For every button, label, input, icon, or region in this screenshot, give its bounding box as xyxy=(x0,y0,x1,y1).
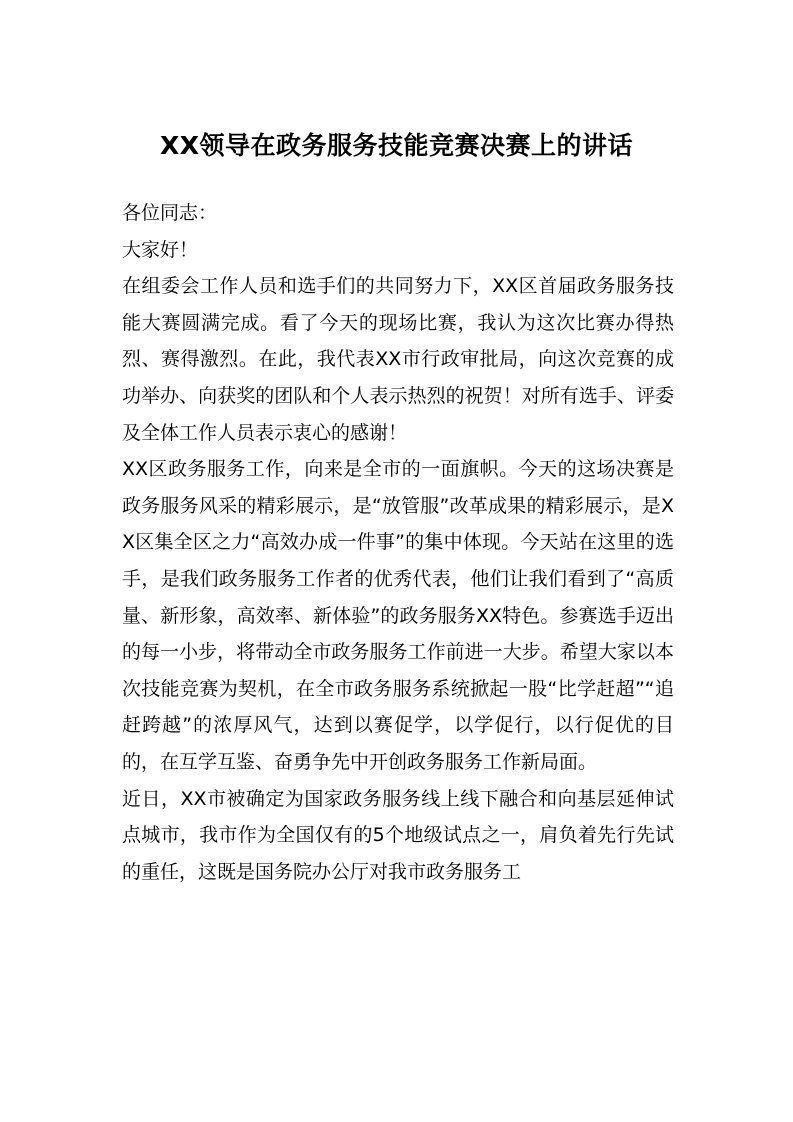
document-title: XX领导在政务服务技能竞赛决赛上的讲话 xyxy=(159,131,634,160)
paragraph-3: 近日，XX市被确定为国家政务服务线上线下融合和向基层延伸试点城市，我市作为全国仅有的5个地级试点之一，肩负着先行先试的重任，这既是国务院办公厅对我市政务服务工 xyxy=(122,787,674,883)
salutation: 各位同志： xyxy=(122,202,218,224)
paragraph-1: 在组委会工作人员和选手们的共同努力下，XX区首届政务服务技能大赛圆满完成。看了今天的现场比赛，我认为这次比赛办得热烈、赛得激烈。在此，我代表XX市行政审批局，向这次竞赛的成功举办、向获奖的团队和个人表示热烈的祝贺！对所有选手、评委及全体工作人员表示衷心的感谢！ xyxy=(122,275,674,444)
greeting: 大家好！ xyxy=(122,238,199,261)
paragraph-2: XX区政务服务工作，向来是全市的一面旗帜。今天的这场决赛是政务服务风采的精彩展示，是“放管服”改革成果的精彩展示，是XX区集全区之力“高效办成一件事”的集中体现。今天站在这里的选手，是我们政务服务工作者的优秀代表，他们让我们看到了“高质量、新形象，高效率、新体验”的政务服务XX特色。参赛选手迈出的每一小步，将带动全市政务服务工作前进一大步。希望大家以本次技能竞赛为契机，在全市政务服务系统掀起一股“比学赶超”“追赶跨越”的浓厚风气，达到以赛促学，以学促行，以行促优的目的，在互学互鉴、奋勇争先中开创政务服务工作新局面。 xyxy=(122,458,674,773)
document-body xyxy=(122,195,674,890)
